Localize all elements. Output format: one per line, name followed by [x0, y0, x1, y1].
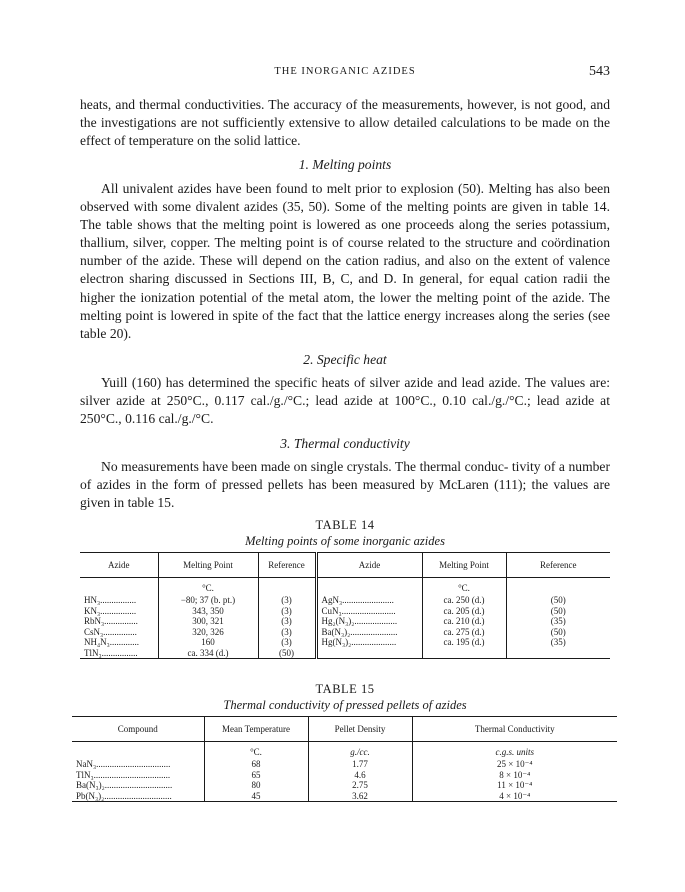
table-cell: ca. 334 (d.) — [158, 648, 258, 659]
table15 — [72, 716, 617, 802]
table-cell: 343, 350 — [158, 606, 258, 617]
table-header-row — [72, 717, 617, 742]
table-cell: 320, 326 — [158, 627, 258, 638]
table-cell: HN₃................ — [80, 595, 158, 606]
table-cell: CuN₃........................ — [316, 606, 422, 617]
table-unit-row — [72, 742, 617, 760]
leader-dots: ................................. — [96, 759, 171, 769]
table-cell: (50) — [258, 648, 316, 659]
leader-dots: ............... — [103, 626, 137, 637]
table15-number: TABLE 15 — [315, 682, 375, 696]
table-cell: 160 — [158, 637, 258, 648]
table-cell: 45 — [204, 791, 308, 802]
table-cell: 300, 321 — [158, 616, 258, 627]
leader-dots: ................ — [101, 647, 138, 658]
table-row — [72, 791, 617, 802]
melting-points-paragraph: All univalent azides have been found to melt prior to explosion (50). Melting has also been observed with some divalent azides (35, 50). Some of the melting points are given in table 14. The table shows that the melting point is lowered as one proceeds along the series potassium, thallium, silver, copper. The melting point is of course related to the structure and coördination number of the azide. These will depend on the cation radius, and also on the extent of valence electron sharing discussed in Sections III, B, C, and D. In general, for equal cation radii the higher the ionization potential of the metal atom, the lower the melting point of the azide. The melting point is lowered in spite of the fact that the lattice energy increases along the series (see table 20). — [80, 181, 611, 341]
table-cell: 4 × 10⁻⁴ — [412, 791, 617, 802]
table-cell: 68 — [204, 759, 308, 770]
running-title: THE INORGANIC AZIDES — [274, 66, 416, 77]
table-cell: −80; 37 (b. pt.) — [158, 595, 258, 606]
table-row — [80, 648, 610, 659]
leader-dots: ..................... — [350, 626, 398, 637]
table-header-row — [80, 553, 610, 578]
table-cell: (35) — [506, 616, 610, 627]
table-cell: TlN₃................ — [80, 648, 158, 659]
unit-label: c.g.s. units — [412, 742, 617, 760]
table-cell: (50) — [506, 595, 610, 606]
column-header: Azide — [316, 553, 422, 578]
table-cell: ca. 210 (d.) — [422, 616, 506, 627]
table-cell: (3) — [258, 606, 316, 617]
table-row — [80, 627, 610, 638]
leader-dots: ........................ — [341, 605, 396, 616]
leader-dots: ....................... — [342, 595, 394, 605]
leader-dots: .............................. — [104, 780, 173, 790]
table15-title: Thermal conductivity of pressed pellets of azides — [223, 698, 467, 712]
table-cell: 25 × 10⁻⁴ — [412, 759, 617, 770]
unit-label: °C. — [158, 578, 258, 596]
table-cell: 8 × 10⁻⁴ — [412, 770, 617, 781]
table-unit-row — [80, 578, 610, 596]
leader-dots: ............. — [109, 637, 140, 647]
leader-dots: ................... — [354, 616, 398, 626]
table-cell: Hg₂(N₃)₂................... — [316, 616, 422, 627]
column-header: Mean Temperature — [204, 717, 308, 742]
table-cell: 65 — [204, 770, 308, 781]
column-header: Compound — [72, 717, 204, 742]
table-cell: 4.6 — [308, 770, 412, 781]
leader-dots: ................ — [100, 605, 137, 616]
section-heading-thermal-conductivity: 3. Thermal conductivity — [280, 436, 410, 451]
table-cell: ca. 250 (d.) — [422, 595, 506, 606]
table-cell: 1.77 — [308, 759, 412, 770]
table-cell: (50) — [506, 627, 610, 638]
table-cell: TlN₃.................................. — [72, 770, 204, 781]
leader-dots: ................ — [100, 595, 137, 605]
leader-dots: ............... — [104, 616, 138, 626]
page-header — [80, 64, 610, 82]
table-cell: (50) — [506, 606, 610, 617]
table-cell: ca. 275 (d.) — [422, 627, 506, 638]
table-row — [80, 637, 610, 648]
table-cell: ca. 195 (d.) — [422, 637, 506, 648]
table-cell: AgN₃....................... — [316, 595, 422, 606]
table-cell: Ba(N₃)₂.............................. — [72, 780, 204, 791]
specific-heat-paragraph: Yuill (160) has determined the specific heats of silver azide and lead azide. The values are: silver azide at 250°C., 0.117 cal./g./°C.; lead azide at 100°C., 0.10 cal./g./°C.; lead azide at 250°C., 0.116 cal./g./°C. — [80, 375, 611, 427]
table-cell: NH₄N₃............. — [80, 637, 158, 648]
table-row — [80, 595, 610, 606]
table-cell: (3) — [258, 595, 316, 606]
leader-dots: .............................. — [104, 790, 172, 801]
section-heading-melting-points: 1. Melting points — [298, 157, 392, 172]
table-cell: Ba(N₃)₂..................... — [316, 627, 422, 638]
unit-label: g./cc. — [308, 742, 412, 760]
column-header: Reference — [258, 553, 316, 578]
thermal-conductivity-paragraph: No measurements have been made on single crystals. The thermal conduc- tivity of a number of azides in the form of pressed pellets has been measured by McLaren (111); the values are given in table 15. — [80, 459, 611, 511]
table-cell: (3) — [258, 616, 316, 627]
table-row — [72, 770, 617, 781]
leader-dots: .................................. — [93, 769, 171, 780]
table14-number: TABLE 14 — [315, 518, 375, 532]
table-row — [72, 780, 617, 791]
table-cell: ca. 205 (d.) — [422, 606, 506, 617]
table-cell: 2.75 — [308, 780, 412, 791]
column-header: Thermal Conductivity — [412, 717, 617, 742]
table-cell: 11 × 10⁻⁴ — [412, 780, 617, 791]
unit-label: °C. — [422, 578, 506, 596]
table-cell: (3) — [258, 627, 316, 638]
column-header: Pellet Density — [308, 717, 412, 742]
unit-label: °C. — [204, 742, 308, 760]
table-cell: Pb(N₃)₂.............................. — [72, 791, 204, 802]
page-number: 543 — [589, 64, 610, 79]
table-cell: CsN₃............... — [80, 627, 158, 638]
column-header: Reference — [506, 553, 610, 578]
table-cell: 80 — [204, 780, 308, 791]
table-cell: RbN₃............... — [80, 616, 158, 627]
table-row — [80, 616, 610, 627]
column-header: Melting Point — [422, 553, 506, 578]
section-heading-specific-heat: 2. Specific heat — [303, 352, 387, 367]
table-row — [72, 759, 617, 770]
table-cell: Hg(N₃)₂.................... — [316, 637, 422, 648]
table-cell: NaN₃................................. — [72, 759, 204, 770]
table-cell: (3) — [258, 637, 316, 648]
intro-paragraph: heats, and thermal conductivities. The accuracy of the measurements, however, is not good, and the investigations are not sufficiently extensive to allow detailed calculations to be made on the effect of temperature on the solid lattice. — [80, 97, 610, 149]
table-cell: (35) — [506, 637, 610, 648]
table14-title: Melting points of some inorganic azides — [245, 534, 445, 548]
table14 — [80, 552, 610, 659]
column-header: Melting Point — [158, 553, 258, 578]
table-cell: 3.62 — [308, 791, 412, 802]
leader-dots: .................... — [351, 637, 397, 647]
table-row — [80, 606, 610, 617]
table-cell: KN₃................ — [80, 606, 158, 617]
column-header: Azide — [80, 553, 158, 578]
